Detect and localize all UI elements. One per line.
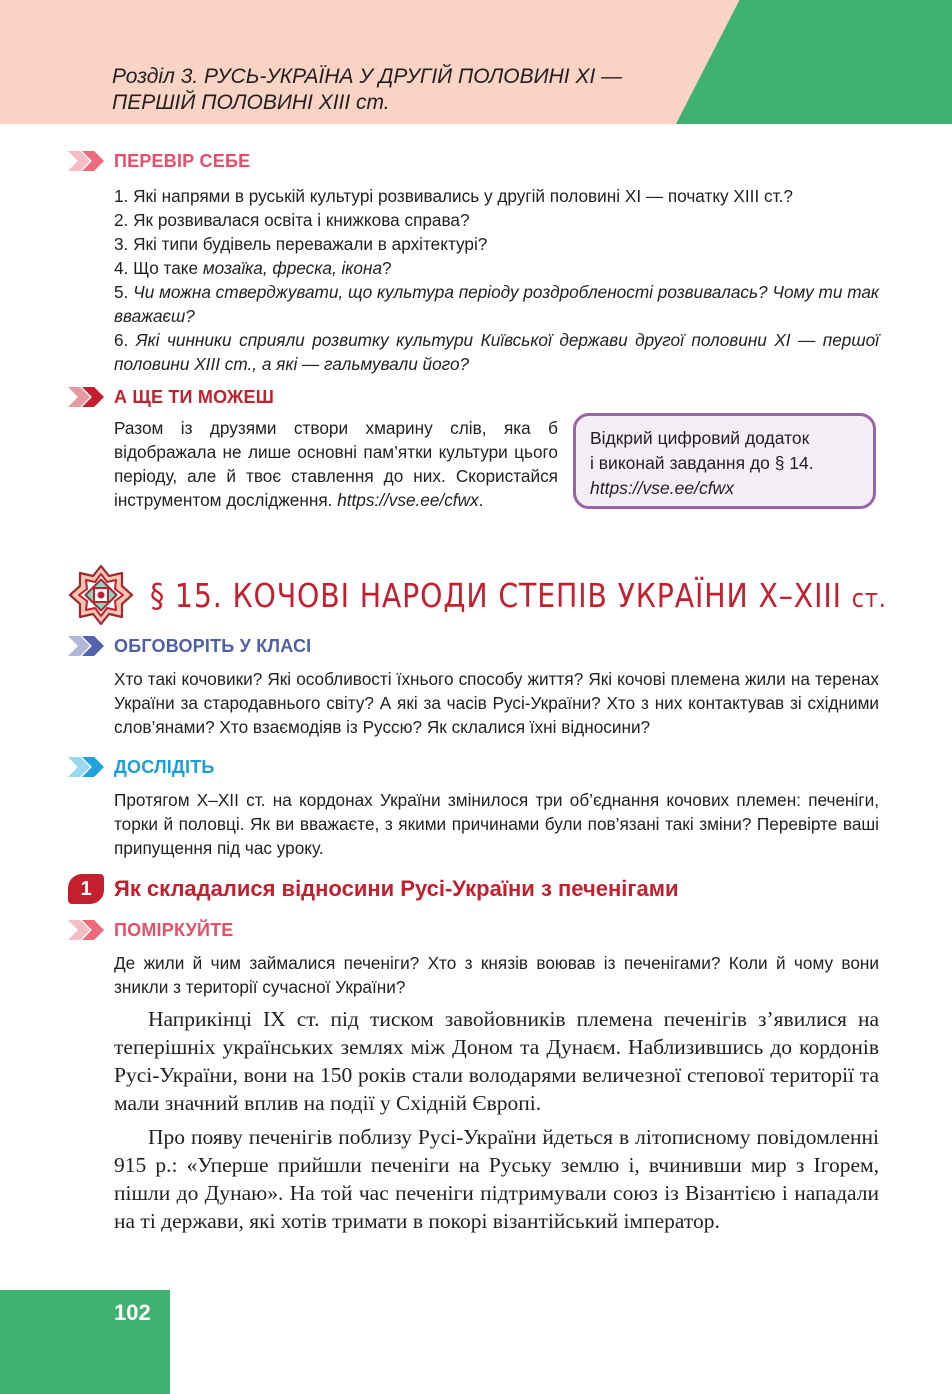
you-can-also-label: А ЩЕ ТИ МОЖЕШ	[114, 386, 275, 407]
check-yourself-questions	[114, 184, 879, 376]
think-heading	[68, 918, 234, 942]
you-can-also-link-suffix: .	[478, 490, 484, 510]
investigate-body: Протягом X–XII ст. на кордонах України змінилося три об’єднання кочових племен: печеніги, торки й половці. Як ви вважаєте, з якими причинами були пов’язані такі зміни? Перевірте ваші припущення під час уроку.	[114, 790, 879, 858]
paragraph-title-main: § 15. КОЧОВІ НАРОДИ СТЕПІВ УКРАЇНИ X–XIII	[150, 575, 842, 615]
chapter-title-line2: ПЕРШІЙ ПОЛОВИНІ XIII ст.	[112, 91, 390, 114]
question-4	[114, 256, 879, 280]
question-6-text: Які чинники сприяли розвитку культури Київської держави другої половини XI — першої половини XIII ст., а які — гальмували його?	[114, 330, 879, 374]
paragraph-title-text	[150, 576, 887, 615]
investigate-heading	[68, 755, 215, 779]
question-4-prefix: 4. Що таке	[114, 258, 203, 278]
question-2: 2. Як розвивалася освіта і книжкова справа?	[114, 210, 470, 230]
question-4-suffix: ?	[382, 258, 392, 278]
double-chevron-icon	[68, 757, 106, 777]
you-can-also-body: Разом із друзями створи хмарину слів, яка б відображала не лише основні пам’ятки культури цього періоду, але й твоє ставлення до них. Скористайся інструментом дослідження.	[114, 418, 558, 510]
investigate-label: ДОСЛІДІТЬ	[114, 756, 215, 777]
check-yourself-heading	[68, 149, 250, 173]
double-chevron-icon	[68, 920, 106, 940]
think-text	[114, 951, 879, 999]
double-chevron-icon	[68, 151, 106, 171]
page-number: 102	[114, 1300, 151, 1325]
body-paragraph-1: Наприкінці IX ст. під тиском завойовників племена печенігів з’явилися на теперішніх українських землях між Доном та Дунаєм. Наблизившись до кордонів Русі-України, вони на 150 років стали володарями величезної степової території та мали значний вплив на події у Східній Європі.	[114, 1007, 879, 1115]
discuss-heading	[68, 634, 311, 658]
you-can-also-link[interactable]: https://vse.ee/cfwx	[337, 490, 479, 510]
think-label: ПОМІРКУЙТЕ	[114, 919, 234, 940]
you-can-also-text	[114, 416, 558, 512]
question-5-text: Чи можна стверджувати, що культура періоду роздробленості розвивалась? Чому ти так вважаєш?	[114, 282, 879, 326]
question-3: 3. Які типи будівель переважали в архітектурі?	[114, 234, 488, 254]
callout-link[interactable]: https://vse.ee/cfwx	[590, 478, 734, 498]
question-6-number: 6.	[114, 330, 136, 350]
discuss-label: ОБГОВОРІТЬ У КЛАСІ	[114, 635, 312, 656]
chapter-title-line1: Розділ 3. РУСЬ-УКРАЇНА У ДРУГІЙ ПОЛОВИНІ XI —	[112, 65, 623, 88]
double-chevron-icon	[68, 387, 106, 407]
investigate-text	[114, 788, 879, 860]
subsection-heading	[68, 873, 679, 905]
digital-supplement-callout	[573, 413, 876, 509]
subsection-number-badge: 1	[68, 874, 104, 904]
subsection-title: Як складалися відносини Русі-України з печенігами	[114, 876, 679, 901]
you-can-also-heading	[68, 385, 274, 409]
question-5	[114, 280, 879, 328]
question-5-number: 5.	[114, 282, 134, 302]
discuss-body: Хто такі кочовики? Які особливості їхнього способу життя? Які кочові племена жили на теренах України за стародавнього світу? А які за часів Русі-України? Хто з них контактував зі східними слов’янами? Хто взаємодіяв із Руссю? Як склалися їхні відносини?	[114, 669, 879, 737]
body-paragraph-2: Про появу печенігів поблизу Русі-України йдеться в літописному повідомленні 915 р.: «Уперше прийшли печеніги на Руську землю і, вчинивши мир з Ігорем, пішли до Дунаю». На той час печеніги підтримували союз із Візантією і нападали на ті держави, які хотів тримати в покорі візантійський імператор.	[114, 1125, 879, 1233]
callout-line2: і виконай завдання до § 14.	[590, 453, 814, 473]
callout-line1: Відкрий цифровий додаток	[590, 428, 810, 448]
double-chevron-icon	[68, 636, 106, 656]
question-4-terms: мозаїка, фреска, ікона	[202, 258, 383, 278]
think-body: Де жили й чим займалися печеніги? Хто з князів воював із печенігами? Коли й чому вони зникли з території сучасної України?	[114, 953, 879, 997]
chapter-title	[112, 64, 672, 116]
check-yourself-label: ПЕРЕВІР СЕБЕ	[114, 150, 251, 171]
paragraph-title-suffix: ст.	[851, 583, 887, 614]
main-body-text	[114, 1005, 879, 1235]
ornamental-rosette-icon	[68, 564, 134, 626]
question-1: 1. Які напрями в руській культурі розвивались у другій половині XI — початку XIII ст.?	[114, 186, 793, 206]
discuss-text	[114, 667, 879, 739]
question-6	[114, 328, 879, 376]
paragraph-title	[68, 565, 952, 625]
